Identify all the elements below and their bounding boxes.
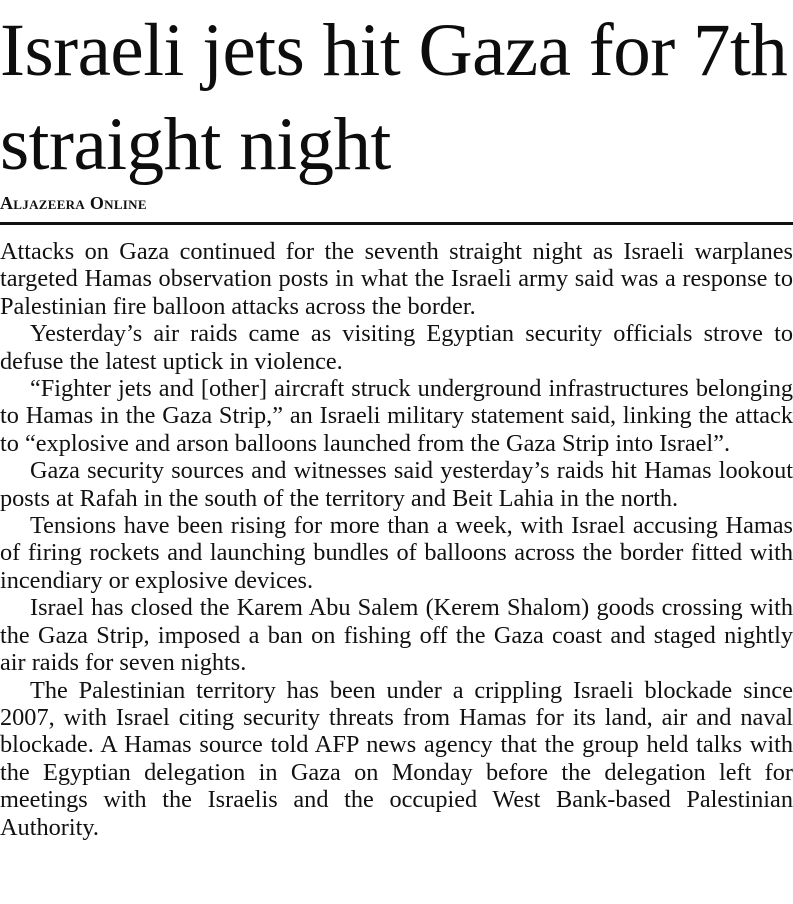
headline-divider (0, 222, 793, 225)
article-paragraph: Attacks on Gaza continued for the seventh straight night as Israeli warplanes targeted Hamas observation posts in what the Israeli army said was a response to Palestinian fire balloon attacks across the border. (0, 238, 793, 320)
article-paragraph: Yesterday’s air raids came as visiting Egyptian security officials strove to defuse the latest uptick in violence. (0, 320, 793, 375)
article-paragraph: “Fighter jets and [other] aircraft struck underground infrastructures belonging to Hamas in the Gaza Strip,” an Israeli military statement said, linking the attack to “explosive and arson balloons launched from the Gaza Strip into Israel”. (0, 375, 793, 457)
article-paragraph: The Palestinian territory has been under a crippling Israeli blockade since 2007, with Israel citing security threats from Hamas for its land, air and naval blockade. A Hamas source told AFP news agency that the group held talks with the Egyptian delegation in Gaza on Monday before the delegation left for meetings with the Israelis and the occupied West Bank-based Palestinian Authority. (0, 676, 793, 841)
article-headline: Israeli jets hit Gaza for 7th straight night (0, 9, 788, 186)
article-body (0, 238, 793, 841)
article-paragraph: Gaza security sources and witnesses said yesterday’s raids hit Hamas lookout posts at Rafah in the south of the territory and Beit Lahia in the north. (0, 457, 793, 512)
article-paragraph: Israel has closed the Karem Abu Salem (Kerem Shalom) goods crossing with the Gaza Strip, imposed a ban on fishing off the Gaza coast and staged nightly air raids for seven nights. (0, 594, 793, 677)
article-byline: Aljazeera Online (0, 193, 147, 213)
article-paragraph: Tensions have been rising for more than a week, with Israel accusing Hamas of firing rockets and launching bundles of balloons across the border fitted with incendiary or explosive devices. (0, 512, 793, 594)
